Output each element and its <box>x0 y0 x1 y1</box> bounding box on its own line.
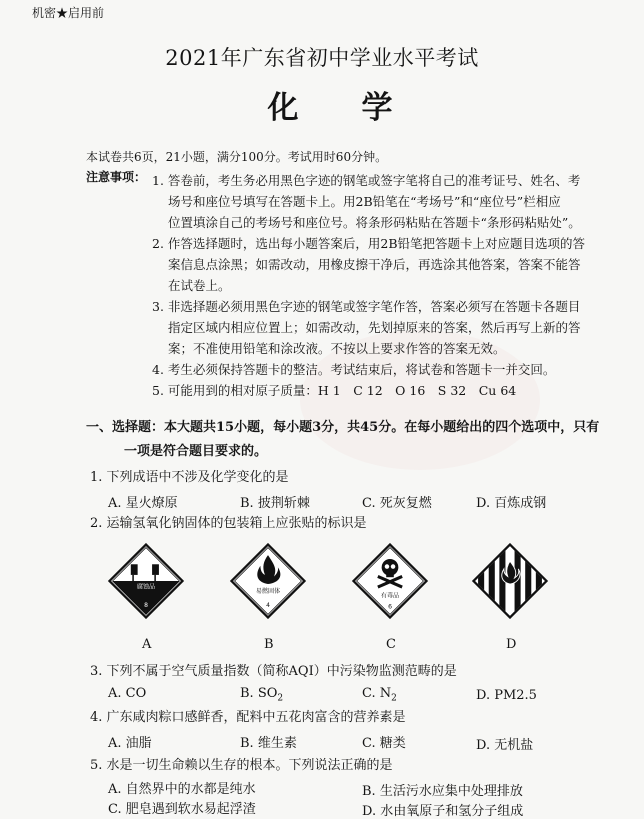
confidential-label: 机密★启用前 <box>32 6 105 20</box>
section-heading: 一、选择题：本大题共15小题，每小题3分，共45分。在每小题给出的四个选项中，只有 <box>86 420 600 435</box>
q5-option-c: C. 肥皂遇到软水易起浮渣 <box>108 802 256 817</box>
note-line: 案；不准使用铅笔和涂改液。不按以上要求作答的答案无效。 <box>168 341 506 356</box>
sign-c-text: 有毒品 <box>380 592 400 600</box>
sign-a-class: 8 <box>144 601 148 609</box>
note-line: 3. 非选择题必须用黑色字迹的钢笔或签字笔作答，答案必须写在答题卡各题目 <box>152 299 581 314</box>
q5-option-b: B. 生活污水应集中处理排放 <box>362 784 523 799</box>
q1-option-c: C. 死灰复燃 <box>362 496 432 511</box>
note-line: 在试卷上。 <box>168 278 231 293</box>
notes-label: 注意事项： <box>86 170 147 184</box>
note-line: 2. 作答选择题时，选出每小题答案后，用2B铅笔把答题卡上对应题目选项的答 <box>152 236 586 251</box>
q5-option-d: D. 水由氧原子和氢分子组成 <box>362 804 524 819</box>
note-line: 案信息点涂黑；如需改动，用橡皮擦干净后，再选涂其他答案，答案不能答 <box>168 257 581 272</box>
q1-option-a: A. 星火燎原 <box>108 496 178 511</box>
q1-option-d: D. 百炼成钢 <box>476 496 547 511</box>
subject-title: 化 学 <box>267 90 409 126</box>
note-line: 4. 考生必须保持答题卡的整洁。考试结束后，将试卷和答题卡一并交回。 <box>152 362 556 377</box>
note-line: 位置填涂自己的考场号和座位号。将条形码粘贴在答题卡“条形码粘贴处”。 <box>168 215 581 230</box>
sign-b-text: 易燃固体 <box>255 588 281 596</box>
question-5-stem: 5. 水是一切生命赖以生存的根本。下列说法正确的是 <box>90 758 393 773</box>
hazard-sign-toxic <box>352 543 428 619</box>
q4-option-a: A. 油脂 <box>108 736 152 751</box>
question-2-stem: 2. 运输氢氧化钠固体的包装箱上应张贴的标识是 <box>90 516 367 531</box>
sign-label-c: C <box>386 637 396 652</box>
exam-title: 2021年广东省初中学业水平考试 <box>165 46 479 70</box>
sign-b-class: 4 <box>266 601 270 609</box>
sign-c-class: 6 <box>388 603 392 611</box>
q1-option-b: B. 披荆斩棘 <box>240 496 310 511</box>
sign-label-b: B <box>264 637 274 652</box>
hazard-sign-flammable <box>230 543 306 619</box>
q5-option-a: A. 自然界中的水都是纯水 <box>108 782 256 797</box>
question-4-stem: 4. 广东咸肉粽口感鲜香，配料中五花肉富含的营养素是 <box>90 710 406 725</box>
hazard-sign-corrosive <box>108 543 184 619</box>
note-line: 场号和座位号填写在答题卡上。用2B铅笔在“考场号”和“座位号”栏相应 <box>168 194 561 209</box>
note-line: 指定区域内相应位置上；如需改动，先划掉原来的答案，然后再写上新的答 <box>168 320 581 335</box>
q3-option-c: C. $N_2$ <box>362 686 397 704</box>
q3-option-a: A. CO <box>108 686 147 701</box>
note-line: 5. 可能用到的相对原子质量：H 1 C 12 O 16 S 32 Cu 64 <box>152 383 517 398</box>
q4-option-c: C. 糖类 <box>362 736 406 751</box>
exam-intro: 本试卷共6页，21小题，满分100分。考试用时60分钟。 <box>86 150 388 164</box>
hazard-sign-striped-flammable <box>472 543 548 619</box>
sign-label-a: A <box>142 637 152 652</box>
q4-option-b: B. 维生素 <box>240 736 297 751</box>
sign-label-d: D <box>506 637 517 652</box>
question-1-stem: 1. 下列成语中不涉及化学变化的是 <box>90 470 289 485</box>
section-heading-cont: 一项是符合题目要求的。 <box>124 444 268 459</box>
note-line: 1. 答卷前，考生务必用黑色字迹的钢笔或签字笔将自己的准考证号、姓名、考 <box>152 173 581 188</box>
sign-a-text: 腐蚀品 <box>136 583 156 591</box>
q3-option-d: D. PM2.5 <box>476 688 537 703</box>
question-3-stem: 3. 下列不属于空气质量指数（简称AQI）中污染物监测范畴的是 <box>90 664 457 679</box>
q3-option-b: B. $SO_2$ <box>240 686 284 704</box>
q4-option-d: D. 无机盐 <box>476 738 534 753</box>
